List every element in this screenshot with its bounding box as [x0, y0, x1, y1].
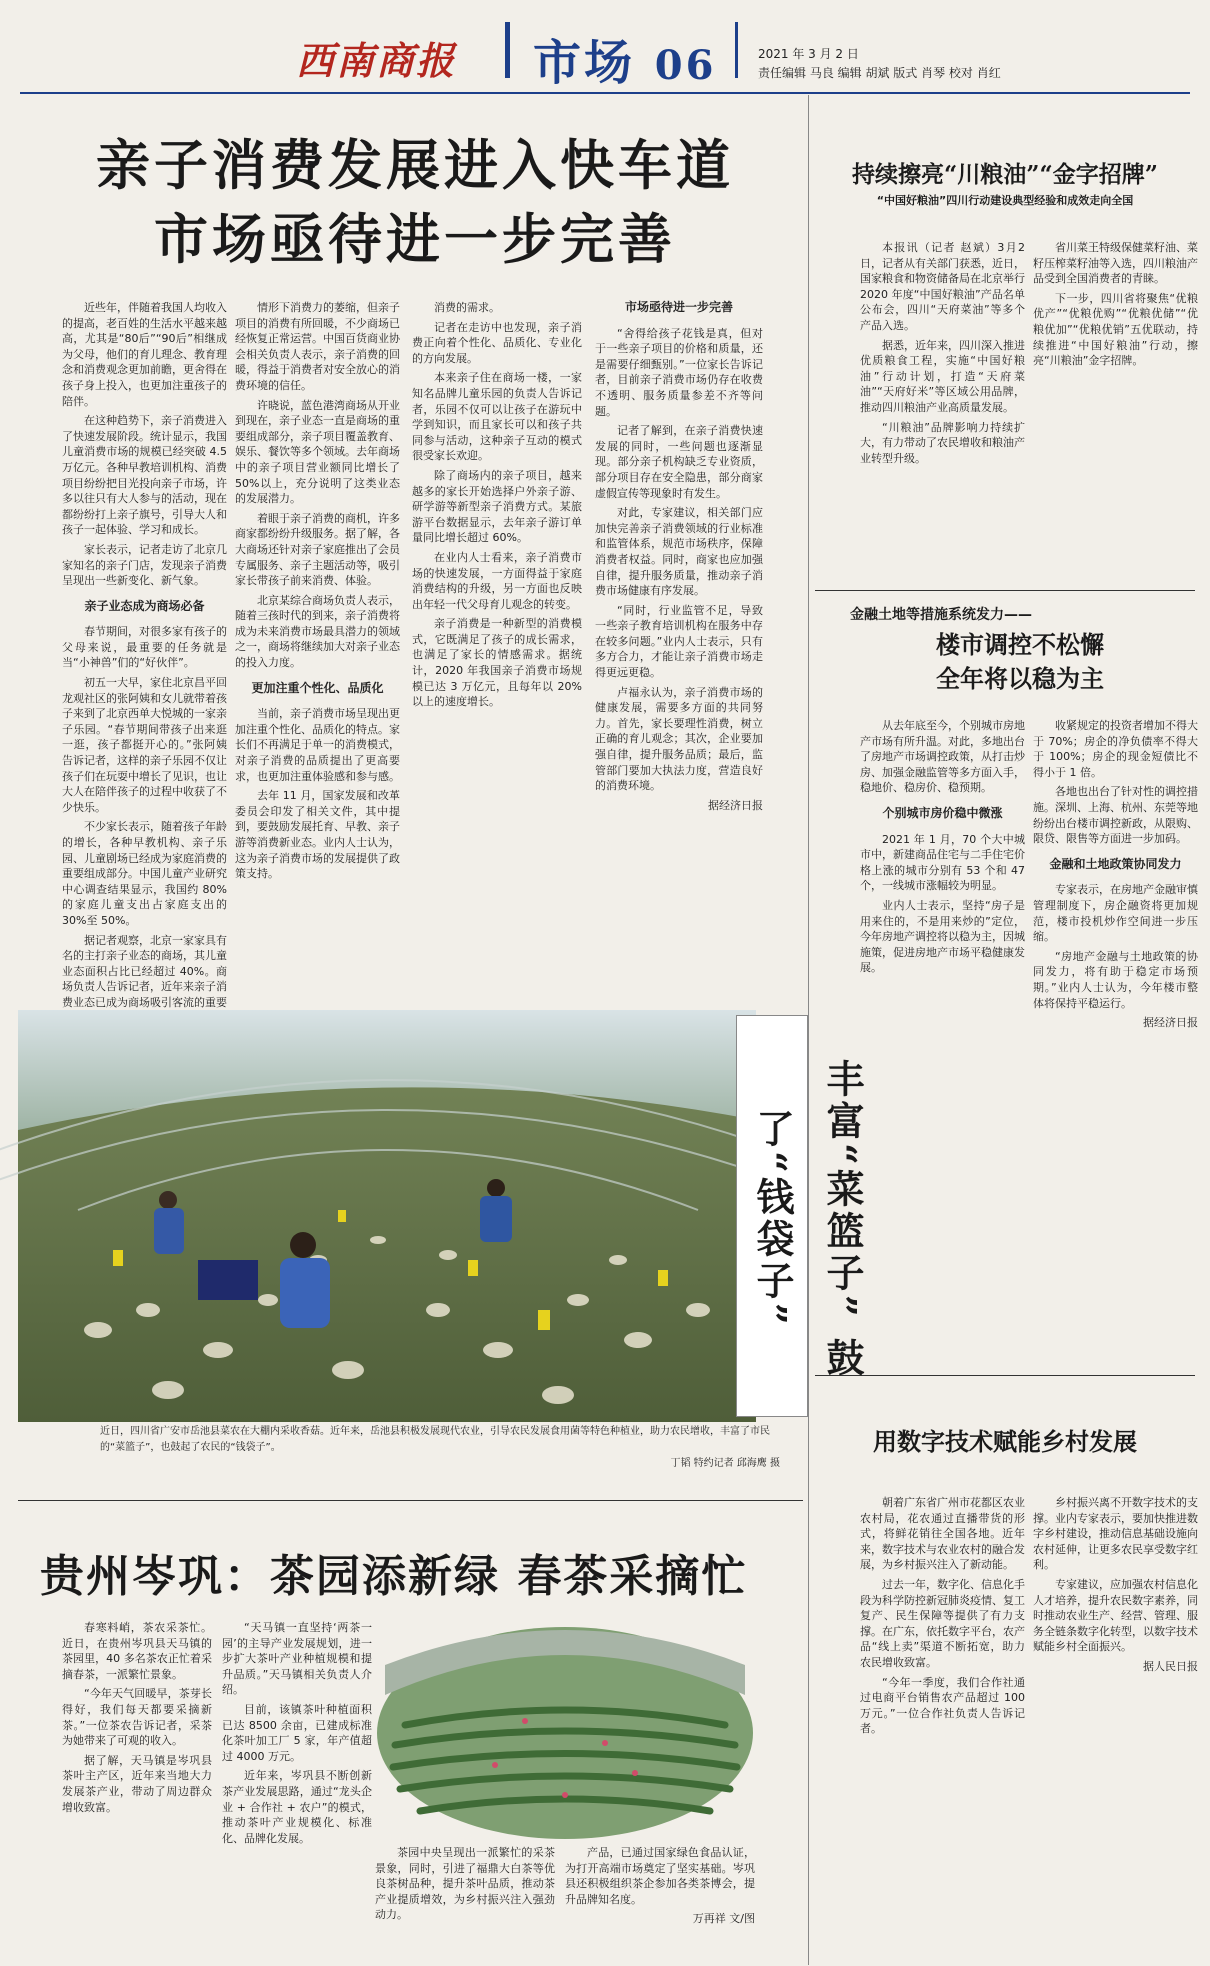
- lead-column-4: [595, 300, 763, 1000]
- digital-headline: 用数字技术赋能乡村发展: [873, 1427, 1137, 1456]
- paragraph: 各地也出台了针对性的调控措施。深圳、上海、杭州、东莞等地纷纷出台楼市调控新政，从限购、限贷、限售等方面进一步加码。: [1033, 785, 1198, 846]
- paragraph: 产品，已通过国家绿色食品认证，为打开高端市场奠定了坚实基础。岑巩县还积极组织茶企参加各类茶博会，提升品牌知名度。: [565, 1846, 755, 1906]
- tea-headline: 贵州岑巩：茶园添新绿 春茶采摘忙: [40, 1551, 748, 1602]
- paragraph: 春节期间，对很多家有孩子的父母来说，最重要的任务就是当“小神兽”们的“好伙伴”。: [62, 625, 227, 670]
- paragraph: 许晓说，蓝色港湾商场从开业到现在，亲子业态一直是商场的重要组成部分，亲子项目覆盖教育、娱乐、餐饮等多个领域。去年商场中的亲子项目营业额同比增长了 50%以上，充分说明了这类业态的发展潜力。: [235, 398, 400, 506]
- story-source: 据经济日报: [1143, 1016, 1198, 1030]
- paragraph: 专家建议，应加强农村信息化人才培养，提升农民数字素养，同时推动农业生产、经营、管理、服务全链条数字化转型，以数字技术赋能乡村全面振兴。: [1033, 1577, 1198, 1654]
- photo-caption: [100, 1424, 780, 1472]
- page-number: 06: [654, 42, 717, 89]
- paragraph: 初五一大早，家住北京昌平回龙观社区的张阿姨和女儿就带着孩子来到了北京西单大悦城的一家亲子乐园。“春节期间带孩子出来逛一逛，孩子都挺开心的。”张阿姨告诉记者，这样的亲子乐园不仅让孩子们在玩耍中增长了见识，也让大人在陪伴孩子的过程中收获了不少快乐。: [62, 676, 227, 814]
- section-subhead: 亲子业态成为商场必备: [84, 598, 205, 613]
- housing-headline-line1: 楼市调控不松懈: [936, 630, 1104, 659]
- housing-kicker: 金融土地等措施系统发力——: [850, 607, 1032, 623]
- tea-column-4: [565, 1845, 755, 1955]
- paragraph: 目前，该镇茶叶种植面积已达 8500 余亩，已建成标准化茶叶加工厂 5 家，年产值超过 4000 万元。: [222, 1702, 372, 1763]
- lead-column-2: [235, 300, 400, 1000]
- photo-caption-text: 近日，四川省广安市岳池县菜农在大棚内采收香菇。近年来，岳池县积极发展现代农业，引导农民发展食用菌等特色种植业，助力农民增收，丰富了市民的“菜篮子”，也鼓起了农民的“钱袋子”。: [100, 1426, 770, 1453]
- paragraph: 除了商场内的亲子项目，越来越多的家长开始选择户外亲子游、研学游等新型亲子消费方式。某旅游平台数据显示，去年亲子游订单量同比增长超过 60%。: [412, 468, 582, 545]
- masthead-divider-2: [735, 22, 738, 78]
- photo-vertical-title-box: [736, 1015, 865, 1417]
- paragraph: 着眼于亲子消费的商机，许多商家都纷纷升级服务。据了解，各大商场还针对亲子家庭推出了会员专属服务、亲子主题活动等，吸引家长带孩子前来消费、体验。: [235, 511, 400, 588]
- story-author: 万再祥 文/图: [692, 1912, 755, 1926]
- tea-garden-photo: [375, 1625, 755, 1840]
- grain-oil-subtitle: “中国好粮油”四川行动建设典型经验和成效走向全国: [876, 194, 1134, 207]
- paragraph: 在业内人士看来，亲子消费市场的快速发展，一方面得益于家庭消费结构的升级，另一方面也反映出年轻一代父母育儿观念的转变。: [412, 550, 582, 611]
- housing-column-2: [1033, 718, 1198, 1358]
- paragraph: 茶园中央呈现出一派繁忙的采茶景象，同时，引进了福鼎大白茶等优良茶树品种，提升茶叶品质，推动茶产业提质增效，为乡村振兴注入强劲动力。: [375, 1846, 555, 1922]
- paragraph: 近些年，伴随着我国人均收入的提高，老百姓的生活水平越来越高，尤其是“80后”“90后”相继成为父母，他们的育儿理念、教育理念和消费观念更加前瞻，更舍得在孩子身上投入，也更加注重孩子的陪伴。: [62, 301, 227, 408]
- paragraph: 在这种趋势下，亲子消费进入了快速发展阶段。统计显示，我国儿童消费市场的规模已经突破 4.5 万亿元。各种早教培训机构、消费项目纷纷把目光投向亲子市场，许多以往只有大人参与的活动，现在都纷纷打上亲子旗号，引导大人和孩子一起体验、学习和成长。: [62, 414, 227, 537]
- masthead: [0, 0, 1210, 92]
- tea-column-1: [62, 1620, 212, 1950]
- paragraph: 卢福永认为，亲子消费市场的健康发展，需要多方面的共同努力。首先，家长要理性消费，树立正确的育儿观念；其次，企业要加强自律，提升服务品质；最后，监管部门要加大执法力度，营造良好的消费环境。: [595, 685, 763, 793]
- paragraph: 记者在走访中也发现，亲子消费正向着个性化、品质化、专业化的方向发展。: [412, 320, 582, 365]
- section-title: [533, 24, 716, 93]
- paragraph: 不少家长表示，随着孩子年龄的增长，各种早教机构、亲子乐园、儿童剧场已经成为家庭消费的重要组成部分。中国儿童产业研究中心调查结果显示，我国约 80% 的家庭儿童支出占家庭支出的 30%至 50%。: [62, 820, 227, 927]
- paragraph: 从去年底至今，个别城市房地产市场有所升温。对此，多地出台了房地产市场调控政策，从打击炒房、加强金融监管等多方面入手，稳地价、稳房价、稳预期。: [860, 719, 1025, 795]
- paragraph: 记者了解到，在亲子消费快速发展的同时，一些问题也逐渐显现。部分亲子机构缺乏专业资质，部分项目存在安全隐患，部分商家虚假宣传等现象时有发生。: [595, 424, 763, 500]
- lead-column-1: [62, 300, 227, 1009]
- paragraph: 专家表示，在房地产金融审慎管理制度下，房企融资将更加规范，楼市投机炒作空间进一步压缩。: [1033, 883, 1198, 944]
- tea-garden-illustration: [375, 1625, 755, 1840]
- paragraph: “房地产金融与土地政策的协同发力，将有助于稳定市场预期。”业内人士认为，今年楼市整体将保持平稳运行。: [1033, 949, 1198, 1010]
- greenhouse-illustration: [18, 1010, 756, 1422]
- paragraph: “舍得给孩子花钱是真，但对于一些亲子项目的价格和质量，还是需要仔细甄别。”一位家长告诉记者，目前亲子消费市场仍存在收费不透明、服务质量参差不齐等问题。: [595, 326, 763, 418]
- paragraph: 据记者观察，北京一家家具有名的主打亲子业态的商场，其儿童业态面积占比已经超过 40%。商场负责人告诉记者，近年来亲子消费业态已成为商场吸引客流的重要: [62, 933, 227, 1009]
- paragraph: 乡村振兴离不开数字技术的支撑。业内专家表示，要加快推进数字乡村建设，推动信息基础设施向农村延伸，让更多农民享受数字红利。: [1033, 1496, 1198, 1572]
- section-subhead: 个别城市房价稳中微涨: [882, 805, 1003, 820]
- paragraph: 对此，专家建议，相关部门应加快完善亲子消费领域的行业标准和监管体系，规范市场秩序，保障消费者权益。同时，商家也应加强自律，提升服务质量，推动亲子消费市场健康有序发展。: [595, 506, 763, 598]
- lead-headline-line2: 市场亟待进一步完善: [154, 207, 676, 271]
- paragraph: 消费的需求。: [434, 301, 500, 314]
- story-source: 据经济日报: [708, 798, 763, 812]
- lead-headline: [30, 128, 800, 276]
- tea-column-3: [375, 1845, 555, 1955]
- paragraph: 情形下消费力的萎缩，但亲子项目的消费有所回暖，不少商场已经恢复正常运营。中国百货商业协会相关负责人表示，亲子消费的回暖，得益于消费者对安全放心的消费环境的信任。: [235, 301, 400, 392]
- section-rule: [18, 1500, 803, 1501]
- housing-headline: [890, 628, 1150, 696]
- tea-column-2: [222, 1620, 372, 1950]
- issue-date: 2021 年 3 月 2 日: [758, 47, 859, 61]
- section-rule: [815, 590, 1195, 591]
- paragraph: 下一步，四川省将聚焦“优粮优产”“优粮优购”“优粮优储”“优粮优加”“优粮优销”五优联动，持续推进“中国好粮油”行动，擦亮“川粮油”金字招牌。: [1033, 291, 1198, 368]
- paragraph: 近年来，岑巩县不断创新茶产业发展思路，通过“龙头企业 + 合作社 + 农户”的模式，推动茶叶产业规模化、标准化、品牌化发展。: [222, 1769, 372, 1845]
- lead-headline-line1: 亲子消费发展进入快车道: [96, 133, 734, 197]
- top-rule: [20, 92, 1190, 94]
- story-source: 据人民日报: [1143, 1659, 1198, 1673]
- paragraph: “川粮油”品牌影响力持续扩大，有力带动了农民增收和粮油产业转型升级。: [860, 420, 1025, 465]
- paragraph: 过去一年，数字化、信息化手段为科学防控新冠肺炎疫情、复工复产、民生保障等提供了有力支撑。在广东，依托数字平台，农产品“线上卖”渠道不断拓宽，助力农民增收致富。: [860, 1577, 1025, 1669]
- grain-oil-headline: 持续擦亮“川粮油”“金字招牌”: [852, 161, 1158, 188]
- paragraph: 家长表示，记者走访了北京几家知名的亲子门店，发现亲子消费呈现出一些新变化、新气象。: [62, 542, 227, 588]
- paragraph: 春寒料峭，茶农采茶忙。近日，在贵州岑巩县天马镇的茶园里，40 多名茶农正忙着采摘春茶，一派繁忙景象。: [62, 1621, 212, 1681]
- harvest-crate: [198, 1260, 258, 1300]
- housing-headline-line2: 全年将以稳为主: [936, 664, 1104, 693]
- column-divider: [808, 95, 809, 1965]
- newspaper-logo: 西南商报: [296, 38, 457, 83]
- paragraph: 北京某综合商场负责人表示，随着三孩时代的到来，亲子消费将成为未来消费市场最具潜力的领域之一，商场将继续加大对亲子业态的投入力度。: [235, 593, 400, 670]
- paragraph: 收紧规定的投资者增加不得大于 70%；房企的净负债率不得大于 100%；房企的现金短债比不得小于 1 倍。: [1033, 719, 1198, 779]
- editor-credits: 责任编辑 马良 编辑 胡斌 版式 肖琴 校对 肖红: [758, 66, 1001, 80]
- paragraph: 据了解，天马镇是岑巩县茶叶主产区，近年来当地大力发展茶产业，带动了周边群众增收致富。: [62, 1753, 212, 1814]
- section-name: 市场: [533, 35, 636, 91]
- greenhouse-photo: [18, 1010, 756, 1422]
- photo-credit: 丁韬 特约记者 邱海鹰 摄: [670, 1458, 780, 1469]
- paragraph: 业内人士表示，坚持“房子是用来住的，不是用来炒的”定位，今年房地产调控将以稳为主，因城施策，促进房地产市场平稳健康发展。: [860, 898, 1025, 975]
- paragraph: 省川菜王特级保健菜籽油、菜籽压榨菜籽油等入选，四川粮油产品受到全国消费者的青睐。: [1033, 241, 1198, 286]
- paragraph: “天马镇一直坚持‘两茶一园’的主导产业发展规划，进一步扩大茶叶产业种植规模和提升品质。”天马镇相关负责人介绍。: [222, 1621, 372, 1697]
- paragraph: 去年 11 月，国家发展和改革委员会印发了相关文件，其中提到，要鼓励发展托育、早教、亲子游等消费新业态。业内人士认为，这为亲子消费市场的发展提供了政策支持。: [235, 789, 400, 881]
- section-subhead: 市场亟待进一步完善: [624, 300, 733, 314]
- paragraph: 朝着广东省广州市花都区农业农村局，花农通过直播带货的形式，将鲜花销往全国各地。近年来，数字技术与农业农村的融合发展，为乡村振兴注入了新动能。: [860, 1496, 1025, 1572]
- paragraph: 当前，亲子消费市场呈现出更加注重个性化、品质化的特点。家长们不再满足于单一的消费模式，对亲子消费的品质提出了更高要求，也更加注重体验感和参与感。: [235, 707, 400, 783]
- paragraph: “同时，行业监管不足，导致一些亲子教育培训机构在服务中存在较多问题。”业内人士表示，只有多方合力，才能让亲子消费市场走得更远更稳。: [595, 603, 763, 680]
- paragraph: 据悉，近年来，四川深入推进优质粮食工程，实施“中国好粮油”行动计划，打造“天府菜油”“天府好米”等区域公用品牌，推动四川粮油产业高质量发展。: [860, 338, 1025, 414]
- section-subhead: 金融和土地政策协同发力: [1049, 856, 1182, 871]
- paragraph: 2021 年 1 月，70 个大中城市中，新建商品住宅与二手住宅价格上涨的城市分别有 53 个和 47 个，一线城市涨幅较为明显。: [860, 832, 1025, 893]
- paragraph: 亲子消费是一种新型的消费模式，它既满足了孩子的成长需求，也满足了家长的情感需求。据统计，2020 年我国亲子消费市场规模已达 3 万亿元，且每年以 20%以上的速度增长。: [412, 617, 582, 709]
- grain-oil-column-1: [860, 240, 1025, 580]
- digital-column-2: [1033, 1495, 1198, 1955]
- digital-column-1: [860, 1495, 1025, 1955]
- grain-oil-column-2: [1033, 240, 1198, 580]
- paragraph: 本报讯（记者 赵斌）3月2日，记者从有关部门获悉，近日，国家粮食和物资储备局在北京举行 2020 年度“中国好粮油”产品名单公布会，四川“天府菜油”等多个产品入选。: [860, 241, 1025, 332]
- paragraph: 本来亲子住在商场一楼，一家知名品牌儿童乐园的负责人告诉记者，乐园不仅可以让孩子在游玩中学到知识，而且家长可以和孩子共同参与活动，这种亲子互动的模式很受家长欢迎。: [412, 371, 582, 463]
- lead-column-3: [412, 300, 582, 1000]
- photo-vertical-title: 丰富“菜篮子” 鼓了“钱袋子”: [750, 1058, 865, 1380]
- masthead-divider: [505, 22, 510, 78]
- paragraph: “今年天气回暖早，茶芽长得好，我们每天都要采摘新茶。”一位茶农告诉记者，采茶为她带来了可观的收入。: [62, 1687, 212, 1748]
- section-subhead: 更加注重个性化、品质化: [251, 680, 384, 695]
- paragraph: “今年一季度，我们合作社通过电商平台销售农产品超过 100 万元。”一位合作社负责人告诉记者。: [860, 1675, 1025, 1736]
- housing-column-1: [860, 718, 1025, 1358]
